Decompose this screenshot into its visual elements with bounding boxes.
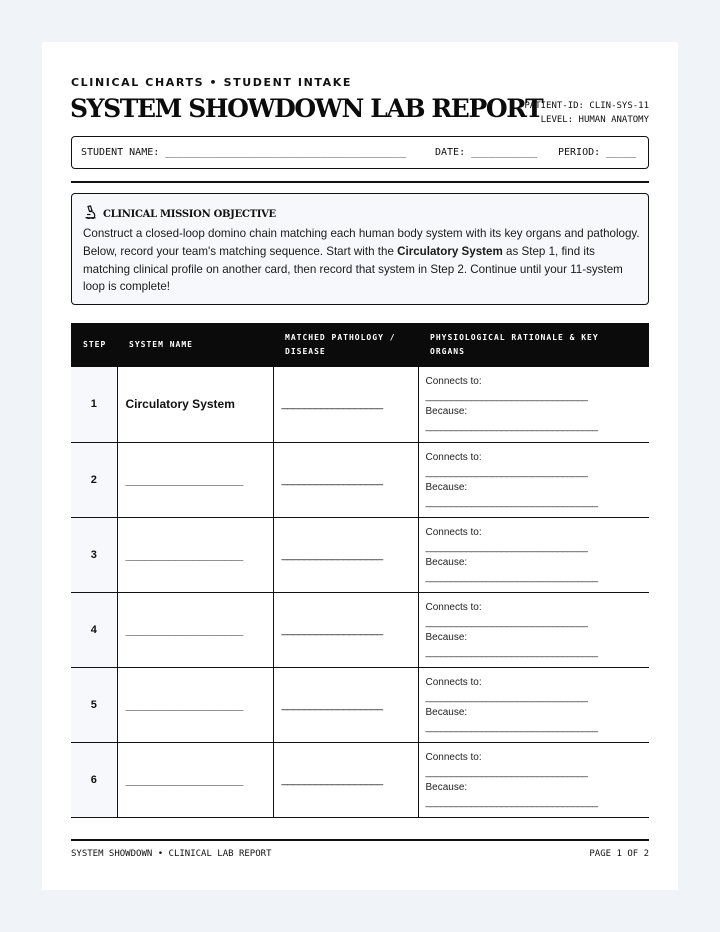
- pathology-field[interactable]: [273, 367, 418, 442]
- connects-blank[interactable]: ________________________________: [425, 766, 588, 778]
- connects-blank[interactable]: ________________________________: [425, 466, 588, 478]
- rationale-cell[interactable]: [418, 517, 649, 592]
- rationale-cell[interactable]: [418, 367, 649, 442]
- table-header-row: [71, 323, 649, 367]
- system-name-field[interactable]: [117, 667, 273, 742]
- header-rationale: PHYSIOLOGICAL RATIONALE & KEY ORGANS: [418, 323, 649, 367]
- patient-id: PATIENT-ID: CLIN-SYS-11: [524, 101, 649, 111]
- pathology-field[interactable]: [273, 742, 418, 817]
- connects-label: Connects to:: [425, 751, 482, 763]
- header-step: STEP: [71, 323, 117, 367]
- patient-meta: [524, 99, 649, 127]
- because-label: Because:: [425, 631, 468, 643]
- system-blank[interactable]: ___________________: [125, 697, 243, 712]
- system-name: Circulatory System: [117, 367, 273, 442]
- objective-header: [84, 205, 276, 224]
- because-label: Because:: [425, 706, 468, 718]
- table-row: [71, 442, 649, 517]
- because-blank[interactable]: __________________________________: [425, 496, 598, 508]
- pathology-field[interactable]: [273, 667, 418, 742]
- pathology-blank[interactable]: __________________: [281, 473, 383, 486]
- connects-label: Connects to:: [425, 601, 482, 613]
- system-blank[interactable]: ___________________: [125, 472, 243, 487]
- objective-title: CLINICAL MISSION OBJECTIVE: [103, 209, 276, 220]
- because-label: Because:: [425, 406, 468, 418]
- step-number: 5: [71, 667, 117, 742]
- connects-label: Connects to:: [425, 376, 482, 388]
- date-field[interactable]: DATE: ___________: [435, 147, 538, 158]
- because-blank[interactable]: __________________________________: [425, 571, 598, 583]
- worksheet-page: [42, 42, 678, 890]
- step-number: 2: [71, 442, 117, 517]
- pathology-blank[interactable]: __________________: [281, 623, 383, 636]
- eyebrow-label: CLINICAL CHARTS • STUDENT INTAKE: [71, 76, 353, 89]
- step-number: 4: [71, 592, 117, 667]
- because-blank[interactable]: __________________________________: [425, 421, 598, 433]
- objective-text-bold: Circulatory System: [397, 244, 503, 258]
- pathology-field[interactable]: [273, 517, 418, 592]
- rationale-cell[interactable]: [418, 667, 649, 742]
- pathology-field[interactable]: [273, 592, 418, 667]
- period-field[interactable]: PERIOD: _____: [558, 147, 637, 158]
- page-number: PAGE 1 OF 2: [589, 849, 649, 859]
- objective-text-end: as Step 1, find its matching clinical profile on another card, then record that system in Step 2. Continue until your 11-system loop is complete!: [83, 244, 623, 294]
- connects-blank[interactable]: ________________________________: [425, 541, 588, 553]
- system-name-field[interactable]: [117, 442, 273, 517]
- microscope-icon: [84, 205, 97, 224]
- connects-blank[interactable]: ________________________________: [425, 691, 588, 703]
- system-name-field[interactable]: [117, 742, 273, 817]
- because-label: Because:: [425, 481, 468, 493]
- system-blank[interactable]: ___________________: [125, 622, 243, 637]
- pathology-blank[interactable]: __________________: [281, 773, 383, 786]
- system-blank[interactable]: ___________________: [125, 547, 243, 562]
- connects-label: Connects to:: [425, 676, 482, 688]
- level-label: LEVEL: HUMAN ANATOMY: [540, 115, 649, 125]
- divider: [71, 181, 649, 183]
- objective-text: [83, 225, 643, 296]
- because-label: Because:: [425, 556, 468, 568]
- system-name-field[interactable]: [117, 592, 273, 667]
- rationale-cell[interactable]: [418, 742, 649, 817]
- because-blank[interactable]: __________________________________: [425, 796, 598, 808]
- connects-label: Connects to:: [425, 451, 482, 463]
- header-pathology: MATCHED PATHOLOGY / DISEASE: [273, 323, 418, 367]
- because-blank[interactable]: __________________________________: [425, 646, 598, 658]
- student-name-field[interactable]: STUDENT NAME: ________________________________________: [81, 147, 407, 158]
- footer-divider: [71, 839, 649, 841]
- rationale-cell[interactable]: [418, 592, 649, 667]
- header-system: SYSTEM NAME: [117, 323, 273, 367]
- connects-blank[interactable]: ________________________________: [425, 391, 588, 403]
- connects-blank[interactable]: ________________________________: [425, 616, 588, 628]
- table-row: [71, 592, 649, 667]
- pathology-blank[interactable]: __________________: [281, 398, 383, 411]
- footer-title: SYSTEM SHOWDOWN • CLINICAL LAB REPORT: [71, 849, 272, 859]
- pathology-blank[interactable]: __________________: [281, 698, 383, 711]
- objective-text-start: Construct a closed-loop domino chain matching each human body system with its key organs and pathology. Below, record your team's matching sequence. Start with the: [83, 227, 640, 258]
- step-number: 1: [71, 367, 117, 442]
- because-label: Because:: [425, 781, 468, 793]
- pathology-field[interactable]: [273, 442, 418, 517]
- pathology-blank[interactable]: __________________: [281, 548, 383, 561]
- table-row: [71, 742, 649, 817]
- because-blank[interactable]: __________________________________: [425, 721, 598, 733]
- table-row: [71, 367, 649, 442]
- connects-label: Connects to:: [425, 526, 482, 538]
- student-info-box: [71, 136, 649, 169]
- matching-table: [71, 323, 649, 818]
- page-title: SYSTEM SHOWDOWN LAB REPORT: [70, 94, 543, 123]
- objective-box: [71, 193, 649, 305]
- system-blank[interactable]: ___________________: [125, 772, 243, 787]
- table-row: [71, 517, 649, 592]
- table-row: [71, 667, 649, 742]
- rationale-cell[interactable]: [418, 442, 649, 517]
- step-number: 3: [71, 517, 117, 592]
- step-number: 6: [71, 742, 117, 817]
- system-name-field[interactable]: [117, 517, 273, 592]
